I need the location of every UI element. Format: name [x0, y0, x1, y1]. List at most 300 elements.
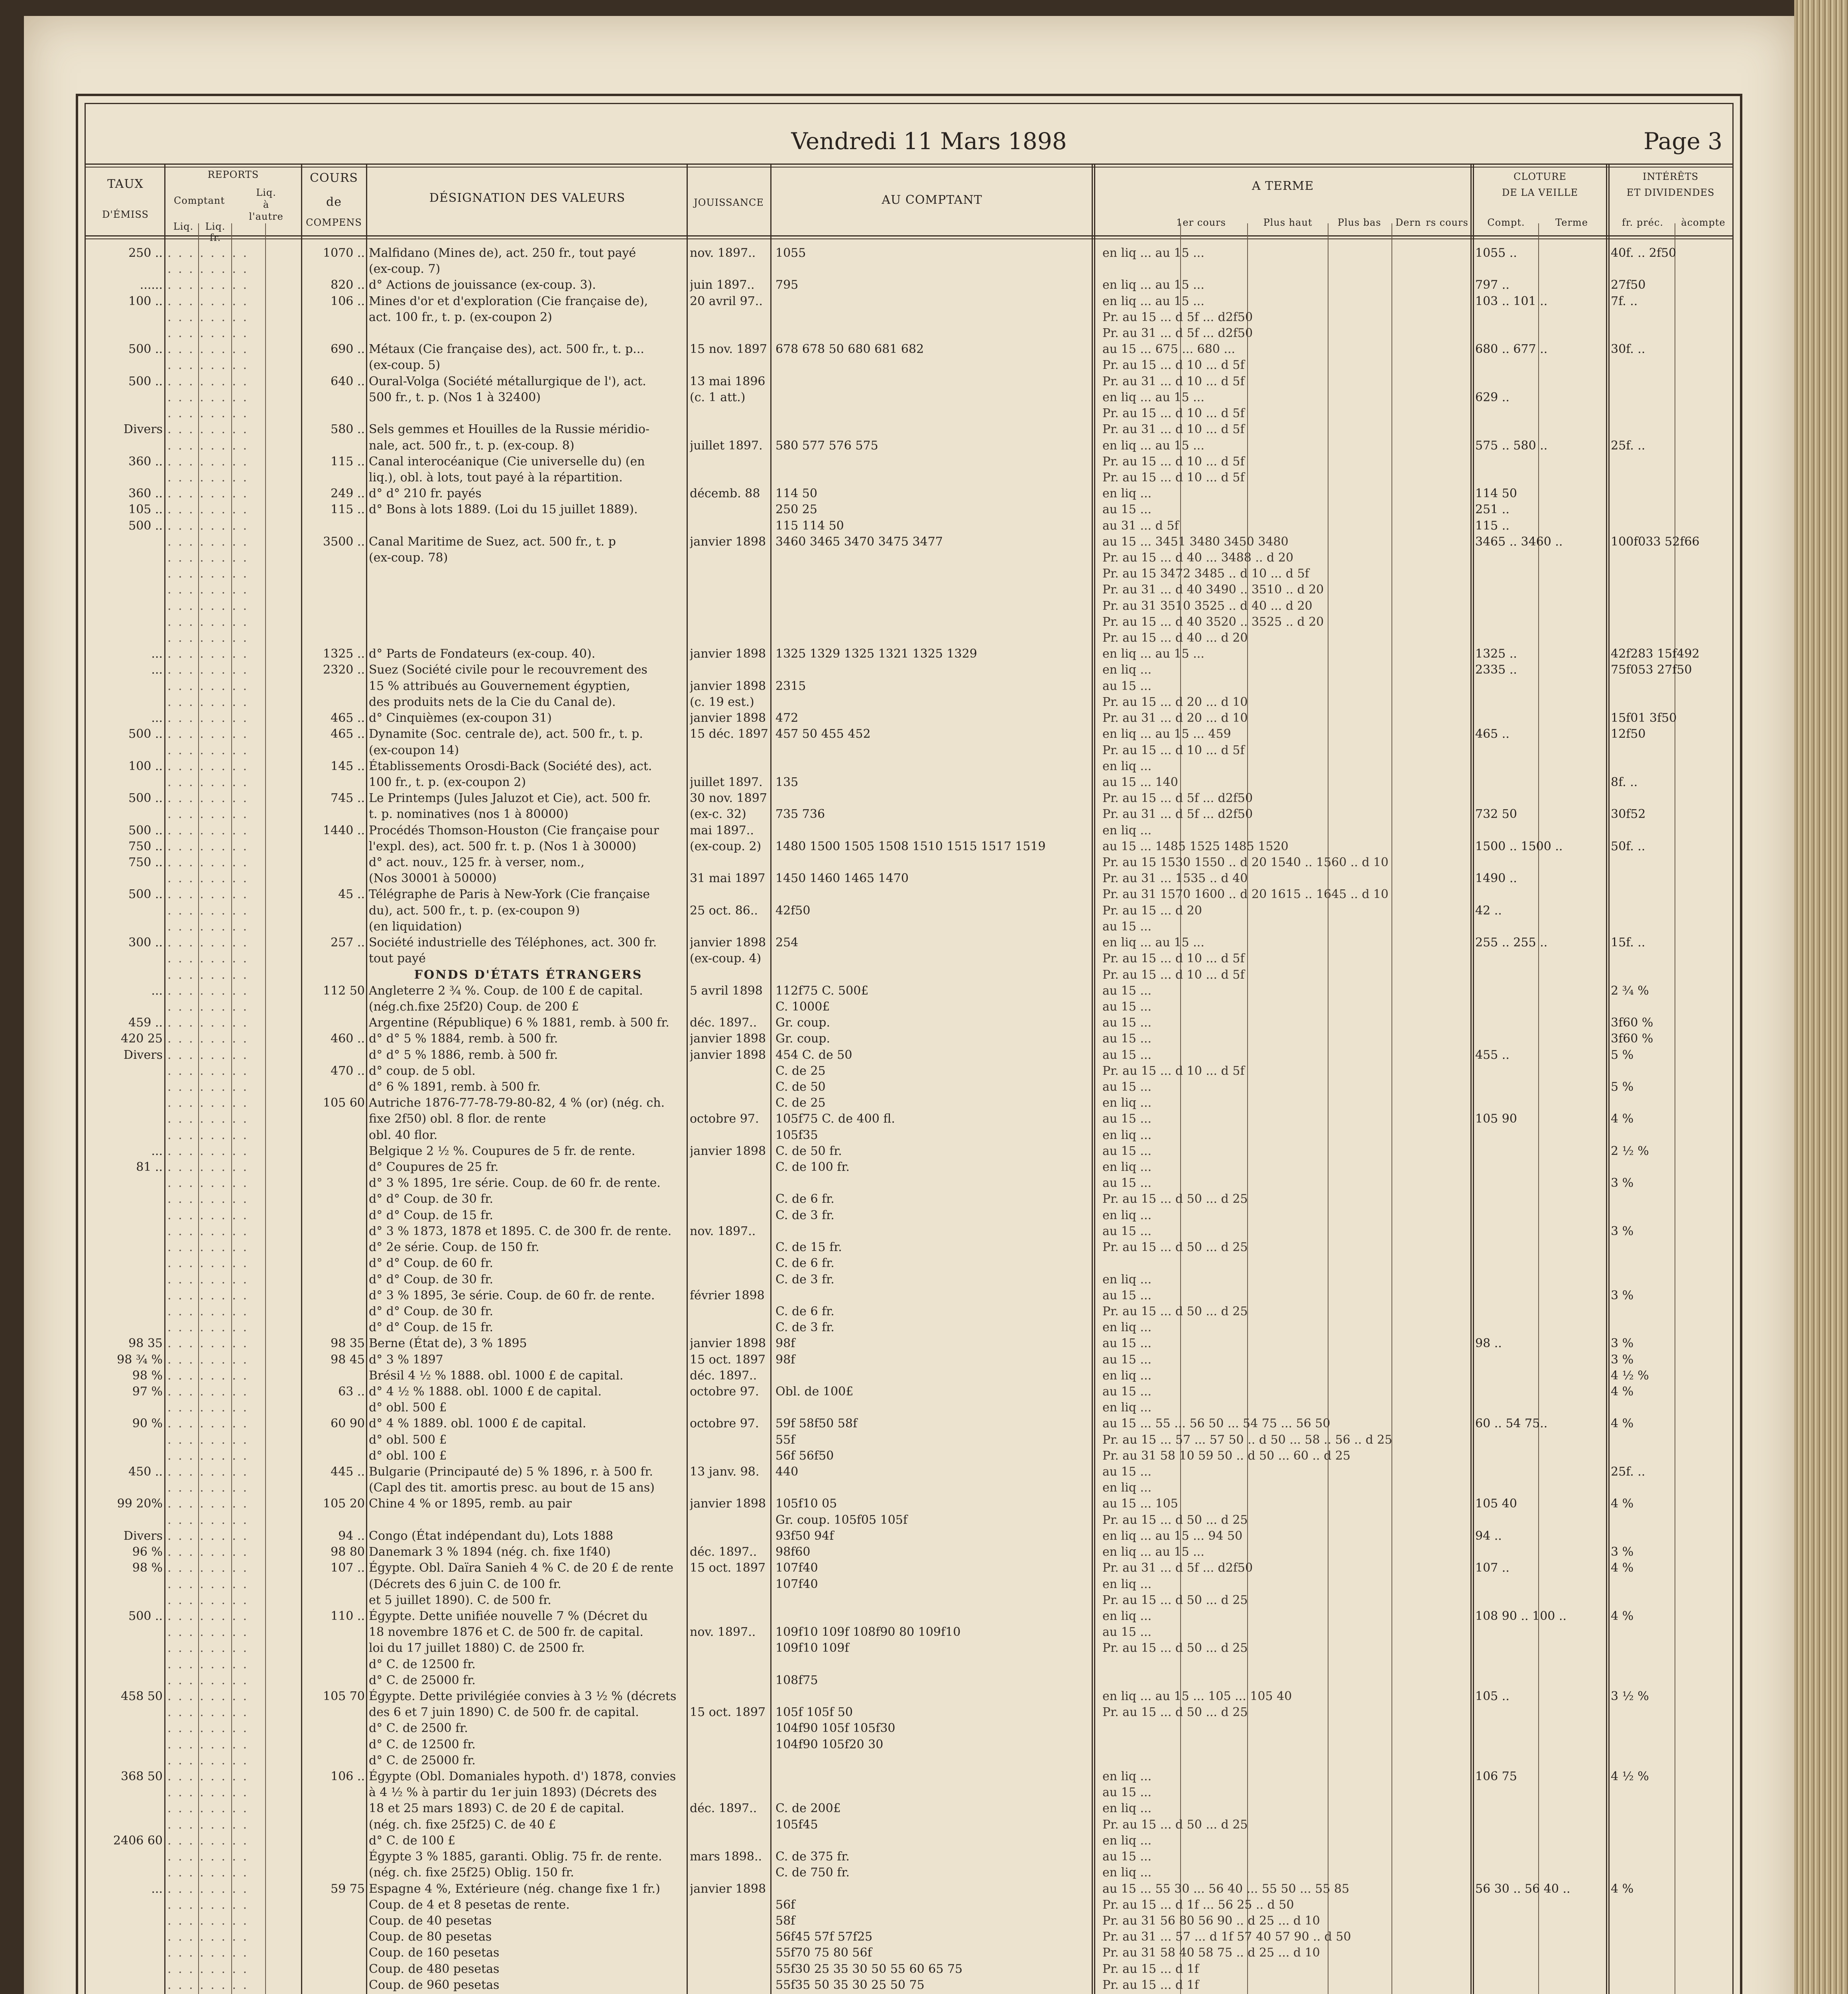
cell-interet: 27f50 [1611, 278, 1646, 292]
cell-jouis: octobre 97. [690, 1385, 759, 1399]
reports-dots: . . . . . . . . [167, 1545, 249, 1559]
col-sep-terme [1470, 164, 1474, 1994]
reports-dots: . . . . . . . . [167, 743, 249, 757]
cell-veille: 797 .. [1475, 278, 1509, 292]
reports-dots: . . . . . . . . [167, 1385, 249, 1399]
cell-interet: 3 % [1611, 1352, 1634, 1367]
cell-comptant: C. de 6 fr. [775, 1192, 834, 1206]
cell-jouis: janvier 1898 [690, 1032, 766, 1046]
cell-terme: Pr. au 15 ... d 1f [1102, 1978, 1199, 1992]
cell-terme: Pr. au 31 58 10 59 50 .. d 50 ... 60 .. d 25 [1102, 1448, 1351, 1463]
cell-jouis: 15 oct. 1897 [690, 1705, 766, 1720]
cell-taux: 750 .. [128, 839, 163, 853]
reports-dots: . . . . . . . . [167, 1016, 249, 1030]
header-reports-liq-sub: Liq. [173, 221, 194, 232]
reports-dots: . . . . . . . . [167, 1497, 249, 1511]
reports-dots: . . . . . . . . [167, 791, 249, 806]
cell-terme: au 15 ... 140 [1102, 775, 1178, 789]
reports-dots: . . . . . . . . [167, 551, 249, 565]
cell-terme: Pr. au 15 ... d 50 ... d 25 [1102, 1593, 1248, 1607]
cell-terme: Pr. au 15 1530 1550 .. d 20 1540 .. 1560 .. d 10 [1102, 855, 1389, 870]
cell-taux: 81 .. [136, 1160, 163, 1174]
cell-terme: Pr. au 15 ... d 10 ... d 5f [1102, 454, 1245, 469]
cell-veille: 732 50 [1475, 807, 1517, 822]
cell-terme: Pr. au 15 ... d 50 ... d 25 [1102, 1192, 1248, 1206]
cell-desig: Coup. de 80 pesetas [369, 1930, 492, 1944]
cell-comptant: Gr. coup. 105f05 105f [775, 1513, 907, 1527]
header-reports-liq-fr: Liq. fr. [205, 221, 226, 243]
cell-terme: Pr. au 31 ... d 5f ... d2f50 [1102, 326, 1253, 341]
cell-cours: 105 20 [323, 1497, 365, 1511]
reports-dots: . . . . . . . . [167, 567, 249, 581]
cell-taux: 500 .. [128, 823, 163, 837]
cell-terme: en liq ... [1102, 823, 1152, 837]
reports-dots: . . . . . . . . [167, 310, 249, 324]
cell-comptant: C. de 50 fr. [775, 1144, 842, 1158]
cell-comptant: Gr. coup. [775, 1032, 831, 1046]
cell-desig: d° Cinquièmes (ex-coupon 31) [369, 711, 552, 725]
reports-dots: . . . . . . . . [167, 1785, 249, 1800]
reports-dots: . . . . . . . . [167, 1657, 249, 1671]
cell-terme: en liq ... [1102, 1208, 1152, 1222]
reports-dots: . . . . . . . . [167, 1561, 249, 1575]
cell-terme: au 15 ... [1102, 679, 1152, 693]
cell-jouis: 13 janv. 98. [690, 1465, 760, 1479]
cell-terme: en liq ... [1102, 487, 1152, 501]
cell-comptant: C. de 3 fr. [775, 1208, 834, 1222]
cell-cours: 98 45 [331, 1352, 365, 1367]
reports-dots: . . . . . . . . [167, 246, 249, 260]
cell-terme: Pr. au 15 ... d 40 3520 .. 3525 .. d 20 [1102, 615, 1324, 629]
cell-comptant: 55f [775, 1432, 795, 1447]
cell-comptant: 115 114 50 [775, 518, 844, 533]
reports-dots: . . . . . . . . [167, 1256, 249, 1271]
cell-comptant: 55f30 25 35 30 50 55 60 65 75 [775, 1962, 963, 1976]
reports-dots: . . . . . . . . [167, 1112, 249, 1126]
cell-interet: 100f033 52f66 [1611, 534, 1700, 549]
cell-terme: Pr. au 31 56 80 56 90 .. d 25 ... d 10 [1102, 1913, 1320, 1928]
cell-taux: ... [151, 663, 163, 677]
cell-desig: tout payé [369, 952, 426, 966]
cell-interet: 30f. .. [1611, 342, 1645, 357]
reports-dots: . . . . . . . . [167, 1320, 249, 1335]
header-bottom-rule [85, 235, 1734, 236]
cell-comptant: 678 678 50 680 681 682 [775, 342, 924, 357]
cell-cours: 98 35 [331, 1336, 365, 1351]
cell-desig: des 6 et 7 juin 1890) C. de 500 fr. de capital. [369, 1705, 639, 1720]
cell-cours: 1440 .. [323, 823, 365, 837]
cell-terme: au 15 ... [1102, 1336, 1152, 1351]
cell-jouis: (ex-coup. 4) [690, 952, 762, 966]
cell-terme: en liq ... au 15 ... [1102, 278, 1204, 292]
cell-jouis: nov. 1897.. [690, 1224, 756, 1238]
cell-taux: 90 % [132, 1417, 163, 1431]
cell-desig: d° obl. 100 £ [369, 1448, 447, 1463]
cell-desig: (Capl des tit. amortis presc. au bout de 15 ans) [369, 1481, 655, 1495]
cell-veille: 105 .. [1475, 1689, 1509, 1703]
cell-interet: 5 % [1611, 1080, 1634, 1094]
reports-dots: . . . . . . . . [167, 1176, 249, 1190]
cell-terme: Pr. au 31 ... d 20 ... d 10 [1102, 711, 1248, 725]
cell-cours: 820 .. [331, 278, 365, 292]
cell-comptant: 1450 1460 1465 1470 [775, 871, 909, 886]
cell-desig: (nég.ch.fixe 25f20) Coup. de 200 £ [369, 999, 579, 1014]
cell-desig: loi du 17 juillet 1880) C. de 2500 fr. [369, 1641, 585, 1655]
reports-dots: . . . . . . . . [167, 1882, 249, 1896]
cell-taux: 500 .. [128, 727, 163, 741]
reports-dots: . . . . . . . . [167, 278, 249, 292]
reports-dots: . . . . . . . . [167, 1352, 249, 1367]
reports-dots: . . . . . . . . [167, 1144, 249, 1158]
col-sep-cours [366, 164, 367, 1994]
cell-desig: (nég. ch. fixe 25f25) Oblig. 150 fr. [369, 1866, 574, 1880]
cell-terme: Pr. au 15 ... d 10 ... d 5f [1102, 406, 1245, 421]
cell-terme: au 15 ... [1102, 1385, 1152, 1399]
cell-comptant: C. de 50 [775, 1080, 826, 1094]
cell-comptant: 98f60 [775, 1545, 811, 1559]
reports-dots: . . . . . . . . [167, 1946, 249, 1960]
header-jouissance: JOUISSANCE [694, 197, 764, 208]
cell-comptant: 107f40 [775, 1561, 818, 1575]
cell-taux: 105 .. [128, 502, 163, 517]
cell-desig: d° C. de 25000 fr. [369, 1753, 476, 1767]
cell-taux: 300 .. [128, 936, 163, 950]
cell-veille: 251 .. [1475, 502, 1509, 517]
cell-desig: d° Actions de jouissance (ex-coup. 3). [369, 278, 596, 292]
cell-desig: des produits nets de la Cie du Canal de). [369, 695, 616, 709]
cell-comptant: 105f45 [775, 1817, 818, 1832]
cell-taux: 250 .. [128, 246, 163, 260]
cell-jouis: octobre 97. [690, 1112, 759, 1126]
reports-dots: . . . . . . . . [167, 727, 249, 741]
header-reports: REPORTS [207, 169, 259, 180]
header-fr-prec: fr. préc. [1622, 217, 1664, 228]
cell-desig: Télégraphe de Paris à New-York (Cie française [369, 887, 650, 902]
cell-comptant: Gr. coup. [775, 1016, 831, 1030]
reports-dots: . . . . . . . . [167, 1609, 249, 1623]
cell-desig: Coup. de 40 pesetas [369, 1913, 492, 1928]
cell-cours: 640 .. [331, 374, 365, 388]
cell-interet: 4 % [1611, 1609, 1634, 1623]
reports-dots: . . . . . . . . [167, 952, 249, 966]
cell-jouis: 15 nov. 1897 [690, 342, 767, 357]
cell-terme: Pr. au 15 ... d 50 ... d 25 [1102, 1304, 1248, 1318]
cell-veille: 114 50 [1475, 487, 1517, 501]
reports-dots: . . . . . . . . [167, 1930, 249, 1944]
reports-dots: . . . . . . . . [167, 759, 249, 773]
cell-terme: Pr. au 31 3510 3525 .. d 40 ... d 20 [1102, 599, 1313, 613]
cell-jouis: février 1898 [690, 1288, 765, 1302]
cell-comptant: 93f50 94f [775, 1529, 834, 1543]
cell-taux: ... [151, 711, 163, 725]
header-cours: COURS [310, 171, 358, 185]
reports-dots: . . . . . . . . [167, 967, 249, 982]
cell-terme: au 15 ... [1102, 1176, 1152, 1190]
cell-comptant: Obl. de 100£ [775, 1385, 854, 1399]
cell-veille: 108 90 .. 100 .. [1475, 1609, 1567, 1623]
cell-terme: en liq ... au 15 ... [1102, 438, 1204, 453]
header-au-comptant: AU COMPTANT [882, 193, 982, 207]
cell-desig: Égypte. Obl. Daïra Sanieh 4 % C. de 20 £ de rente [369, 1561, 674, 1575]
header-plus-bas: Plus bas [1337, 217, 1382, 228]
cell-terme: au 15 ... [1102, 1352, 1152, 1367]
cell-veille: 575 .. 580 .. [1475, 438, 1548, 453]
cell-taux: 98 ¾ % [117, 1352, 163, 1367]
cell-jouis: 15 oct. 1897 [690, 1352, 766, 1367]
cell-desig: Danemark 3 % 1894 (nég. ch. fixe 1f40) [369, 1545, 611, 1559]
reports-dots: . . . . . . . . [167, 1192, 249, 1206]
cell-veille: 94 .. [1475, 1529, 1502, 1543]
cell-terme: en liq ... au 15 ... [1102, 936, 1204, 950]
cell-terme: au 15 ... [1102, 983, 1152, 998]
cell-terme: en liq ... [1102, 1320, 1152, 1335]
cell-desig: Oural-Volga (Société métallurgique de l'), act. [369, 374, 646, 388]
cell-terme: au 15 ... [1102, 1080, 1152, 1094]
cell-cours: 145 .. [331, 759, 365, 773]
reports-dots: . . . . . . . . [167, 839, 249, 853]
reports-dots: . . . . . . . . [167, 1417, 249, 1431]
cell-interet: 30f52 [1611, 807, 1646, 822]
cell-comptant: C. de 375 fr. [775, 1850, 850, 1864]
cell-desig: Coup. de 960 pesetas [369, 1978, 500, 1992]
reports-dots: . . . . . . . . [167, 1769, 249, 1784]
cell-desig: Égypte 3 % 1885, garanti. Oblig. 75 fr. de rente. [369, 1850, 662, 1864]
cell-cours: 445 .. [331, 1465, 365, 1479]
reports-dots: . . . . . . . . [167, 294, 249, 308]
cell-terme: au 15 ... [1102, 1112, 1152, 1126]
header-interets: INTÉRÊTS [1642, 171, 1699, 182]
cell-interet: 12f50 [1611, 727, 1646, 741]
cell-comptant: C. de 15 fr. [775, 1240, 842, 1255]
cell-terme: Pr. au 31 ... 57 ... d 1f 57 40 57 90 .. d 50 [1102, 1930, 1351, 1944]
cell-comptant: C. 1000£ [775, 999, 830, 1014]
cell-comptant: C. de 6 fr. [775, 1304, 834, 1318]
reports-dots: . . . . . . . . [167, 422, 249, 437]
header-reports-lautre: l'autre [249, 211, 283, 222]
page-date: Vendredi 11 Mars 1898 [791, 128, 1067, 155]
cell-desig: liq.), obl. à lots, tout payé à la répartition. [369, 470, 623, 485]
cell-desig: Égypte. Dette privilégiée convies à 3 ½ % (décrets [369, 1689, 677, 1703]
cell-interet: 75f053 27f50 [1611, 663, 1692, 677]
cell-terme: Pr. au 15 ... d 10 ... d 5f [1102, 1064, 1245, 1078]
cell-desig: obl. 40 flor. [369, 1128, 438, 1142]
cell-comptant: 42f50 [775, 903, 811, 918]
cell-veille: 98 .. [1475, 1336, 1502, 1351]
cell-comptant: 98f [775, 1352, 795, 1367]
header-dividendes: ET DIVIDENDES [1626, 187, 1715, 198]
cell-jouis: janvier 1898 [690, 1497, 766, 1511]
cell-jouis: nov. 1897.. [690, 246, 756, 260]
cell-desig: Dynamite (Soc. centrale de), act. 500 fr., t. p. [369, 727, 643, 741]
header-terme: Terme [1555, 217, 1588, 228]
cell-desig: (ex-coup. 7) [369, 262, 441, 276]
cell-jouis: janvier 1898 [690, 1882, 766, 1896]
cell-jouis: janvier 1898 [690, 1048, 766, 1062]
cell-terme: Pr. au 31 58 40 58 75 .. d 25 ... d 10 [1102, 1946, 1320, 1960]
cell-comptant: 104f90 105f20 30 [775, 1737, 884, 1752]
cell-terme: en liq ... [1102, 1609, 1152, 1623]
cell-interet: 7f. .. [1611, 294, 1638, 308]
reports-dots: . . . . . . . . [167, 1817, 249, 1832]
cell-terme: au 15 ... [1102, 999, 1152, 1014]
reports-dots: . . . . . . . . [167, 583, 249, 597]
cell-comptant: C. de 3 fr. [775, 1272, 834, 1287]
cell-jouis: 5 avril 1898 [690, 983, 763, 998]
cell-comptant: 105f 105f 50 [775, 1705, 853, 1720]
reports-dots: . . . . . . . . [167, 326, 249, 341]
cell-taux: 2406 60 [113, 1833, 163, 1848]
cell-desig: et 5 juillet 1890). C. de 500 fr. [369, 1593, 551, 1607]
cell-terme: Pr. au 15 ... d 50 ... d 25 [1102, 1705, 1248, 1720]
cell-jouis: 25 oct. 86.. [690, 903, 758, 918]
cell-interet: 4 % [1611, 1385, 1634, 1399]
cell-desig: Canal interocéanique (Cie universelle du) (en [369, 454, 645, 469]
cell-taux: ... [151, 647, 163, 661]
cell-comptant: 98f [775, 1336, 795, 1351]
cell-jouis: déc. 1897.. [690, 1801, 757, 1816]
cell-taux: 100 .. [128, 759, 163, 773]
cell-taux: 500 .. [128, 518, 163, 533]
cell-cours: 59 75 [331, 1882, 365, 1896]
cell-cours: 690 .. [331, 342, 365, 357]
cell-desig: d° C. de 25000 fr. [369, 1673, 476, 1687]
cell-desig: Coup. de 4 et 8 pesetas de rente. [369, 1897, 570, 1912]
reports-dots: . . . . . . . . [167, 823, 249, 837]
cell-comptant: 104f90 105f 105f30 [775, 1721, 895, 1736]
cell-taux: 98 % [132, 1561, 163, 1575]
cell-terme: Pr. au 31 1570 1600 .. d 20 1615 .. 1645 .. d 10 [1102, 887, 1389, 902]
cell-desig: (ex-coup. 78) [369, 551, 448, 565]
cell-terme: Pr. au 15 ... d 40 ... 3488 .. d 20 [1102, 551, 1293, 565]
header-premier-cours: 1er cours [1176, 217, 1226, 228]
cell-terme: en liq ... [1102, 1866, 1152, 1880]
cell-terme: au 15 ... [1102, 1288, 1152, 1302]
reports-dots: . . . . . . . . [167, 374, 249, 388]
reports-dots: . . . . . . . . [167, 599, 249, 613]
reports-dots: . . . . . . . . [167, 1897, 249, 1912]
cell-interet: 2 ½ % [1611, 1144, 1649, 1158]
cell-comptant: 112f75 C. 500£ [775, 983, 869, 998]
cell-comptant: 107f40 [775, 1577, 818, 1591]
cell-terme: en liq ... [1102, 1160, 1152, 1174]
header-taux-sub: D'ÉMISS [102, 209, 149, 220]
cell-veille: 105 90 [1475, 1112, 1517, 1126]
cell-comptant: 58f [775, 1913, 795, 1928]
cell-comptant: 454 C. de 50 [775, 1048, 852, 1062]
reports-dots: . . . . . . . . [167, 936, 249, 950]
cell-taux: 500 .. [128, 1609, 163, 1623]
cell-veille: 629 .. [1475, 390, 1509, 404]
cell-desig: Congo (État indépendant du), Lots 1888 [369, 1529, 614, 1543]
cell-taux: Divers [123, 1048, 163, 1062]
cell-desig: d° d° Coup. de 15 fr. [369, 1208, 493, 1222]
reports-dots: . . . . . . . . [167, 631, 249, 645]
book-page-edges [1794, 0, 1848, 1994]
cell-desig: Angleterre 2 ¾ %. Coup. de 100 £ de capital. [369, 983, 643, 998]
cell-veille: 42 .. [1475, 903, 1502, 918]
cell-cours: 45 .. [338, 887, 365, 902]
cell-cours: 106 .. [331, 294, 365, 308]
cell-interet: 3 ½ % [1611, 1689, 1649, 1703]
cell-desig: d° 4 ½ % 1888. obl. 1000 £ de capital. [369, 1385, 602, 1399]
cell-cours: 94 .. [338, 1529, 365, 1543]
cell-desig: (en liquidation) [369, 919, 462, 934]
cell-interet: 4 % [1611, 1417, 1634, 1431]
cell-comptant: 2315 [775, 679, 806, 693]
cell-terme: au 15 ... 105 [1102, 1497, 1178, 1511]
cell-desig: d° C. de 12500 fr. [369, 1737, 476, 1752]
cell-taux: 98 35 [128, 1336, 163, 1351]
reports-dots: . . . . . . . . [167, 711, 249, 725]
header-compt: Compt. [1487, 217, 1525, 228]
cell-desig: d° 3 % 1895, 3e série. Coup. de 60 fr. de rente. [369, 1288, 655, 1302]
cell-terme: Pr. au 15 3472 3485 .. d 10 ... d 5f [1102, 567, 1309, 581]
reports-dots: . . . . . . . . [167, 470, 249, 485]
cell-cours: 249 .. [331, 487, 365, 501]
cell-jouis: janvier 1898 [690, 1336, 766, 1351]
cell-comptant: C. de 25 [775, 1096, 826, 1110]
cell-terme: au 15 ... 55 ... 56 50 ... 54 75 ... 56 50 [1102, 1417, 1330, 1431]
reports-dots: . . . . . . . . [167, 1978, 249, 1992]
header-plus-haut: Plus haut [1263, 217, 1313, 228]
cell-comptant: 3460 3465 3470 3475 3477 [775, 534, 943, 549]
reports-dots: . . . . . . . . [167, 534, 249, 549]
col-sep-reports [301, 164, 302, 1994]
cell-desig: Suez (Société civile pour le recouvrement des [369, 663, 647, 677]
cell-jouis: janvier 1898 [690, 1144, 766, 1158]
cell-taux: 368 50 [121, 1769, 163, 1784]
cell-comptant: C. de 200£ [775, 1801, 841, 1816]
cell-comptant: C. de 750 fr. [775, 1866, 850, 1880]
cell-desig: Chine 4 % or 1895, remb. au pair [369, 1497, 572, 1511]
cell-terme: au 15 ... [1102, 502, 1152, 517]
cell-interet: 50f. .. [1611, 839, 1645, 853]
cell-jouis: 15 déc. 1897 [690, 727, 768, 741]
reports-dots: . . . . . . . . [167, 518, 249, 533]
cell-cours: 1070 .. [323, 246, 365, 260]
cell-terme: au 15 ... 55 30 ... 56 40 ... 55 50 ... 55 85 [1102, 1882, 1350, 1896]
cell-comptant: 105f75 C. de 400 fl. [775, 1112, 895, 1126]
cell-desig: Égypte (Obl. Domaniales hypoth. d') 1878, convies [369, 1769, 676, 1784]
reports-dots: . . . . . . . . [167, 454, 249, 469]
cell-interet: 2 ¾ % [1611, 983, 1649, 998]
cell-desig: act. 100 fr., t. p. (ex-coupon 2) [369, 310, 552, 324]
cell-terme: au 15 ... 675 ... 680 ... [1102, 342, 1235, 357]
cell-desig: Établissements Orosdi-Back (Société des), act. [369, 759, 652, 773]
reports-dots: . . . . . . . . [167, 1096, 249, 1110]
cell-terme: au 15 ... [1102, 1224, 1152, 1238]
reports-dots: . . . . . . . . [167, 1272, 249, 1287]
cell-desig: (Nos 30001 à 50000) [369, 871, 497, 886]
cell-terme: au 15 ... [1102, 1785, 1152, 1800]
cell-desig: Argentine (République) 6 % 1881, remb. à 500 fr. [369, 1016, 669, 1030]
cell-cours: 1325 .. [323, 647, 365, 661]
cell-comptant: 105f10 05 [775, 1497, 837, 1511]
cell-interet: 3 % [1611, 1336, 1634, 1351]
cell-desig: d° d° Coup. de 15 fr. [369, 1320, 493, 1335]
cell-desig: Coup. de 480 pesetas [369, 1962, 500, 1976]
cell-terme: Pr. au 15 ... d 20 ... d 10 [1102, 695, 1248, 709]
cell-terme: au 15 ... [1102, 1048, 1152, 1062]
cell-veille: 106 75 [1475, 1769, 1517, 1784]
cell-interet: 4 % [1611, 1497, 1634, 1511]
reports-dots: . . . . . . . . [167, 1577, 249, 1591]
cell-terme: en liq ... au 15 ... [1102, 1545, 1204, 1559]
header-cours-de: de [326, 195, 342, 209]
reports-dots: . . . . . . . . [167, 1833, 249, 1848]
reports-dots: . . . . . . . . [167, 1625, 249, 1639]
col-sep-comptant [1092, 164, 1095, 1994]
